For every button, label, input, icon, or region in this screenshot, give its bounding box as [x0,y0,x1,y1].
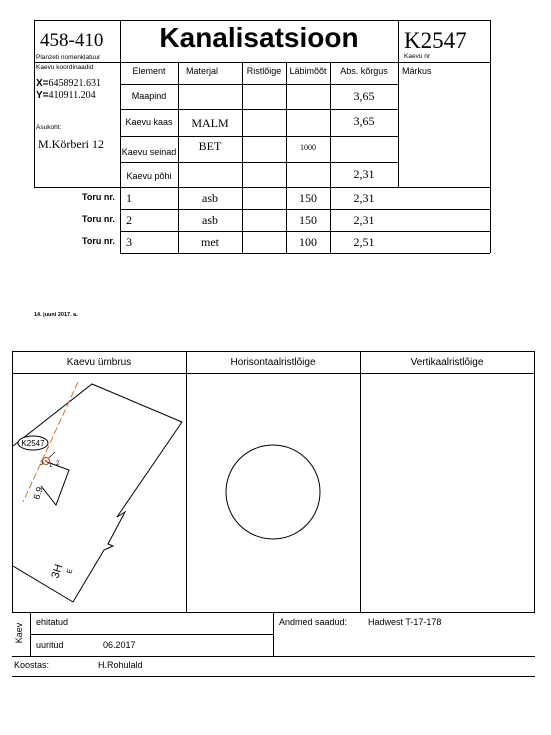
x-coordinate [36,78,101,89]
pipe-abs-height: 2,51 [353,235,375,249]
date-note: 14. juuni 2017. a. [34,312,78,318]
row-diameter: 1000 [300,143,316,152]
sketch-building-label: 3H [49,562,66,580]
col-header-diameter: Läbimõõt [289,66,327,76]
pipe-number: 3 [126,235,132,249]
coords-label: Kaevu koordinaadid [36,64,94,71]
row-element: Maapind [131,91,167,101]
building-protrusion [41,462,69,505]
location-label: Asukoht: [36,124,62,131]
panel-title-horizontal-section: Horisontaalristlõige [230,357,316,368]
col-header-remarks: Märkus [402,66,432,76]
footer-side-label: Kaev [14,622,24,644]
col-header-element: Element [132,66,166,76]
footer-surveyed-value: 06.2017 [103,640,136,650]
row-element: Kaevu seinad [121,147,177,157]
pipe-label: Toru nr. [82,192,115,202]
well-id: K2547 [404,28,467,53]
sheet-label: Planzeti nomenklatuur [36,54,101,61]
row-abs-height: 3,65 [353,114,375,128]
sketch-pipe-number: 1 [49,463,53,469]
location-value: M.Körberi 12 [38,137,104,151]
row-abs-height: 3,65 [353,89,375,103]
horizontal-section-drawing [187,374,360,612]
row-element: Kaevu kaas [125,117,173,127]
sheet-number: 458-410 [40,30,104,51]
pipe-diameter: 150 [299,191,317,205]
x-prefix: X= [36,78,49,89]
site-sketch [13,374,186,612]
col-header-abs-height: Abs. kõrgus [340,66,388,76]
pipe-material: asb [202,191,218,205]
pipe-label: Toru nr. [82,236,115,246]
pipe-number: 2 [126,213,132,227]
pipe-number: 1 [126,191,132,205]
author-label: Koostas: [14,660,50,670]
sketch-building-sublabel: E [66,568,75,575]
well-cross-section-circle [226,445,320,539]
author-value: H.Rohulald [98,660,143,670]
data-source-label: Andmed saadud: [279,617,348,627]
panel-title-surroundings: Kaevu ümbrus [66,357,132,368]
col-header-cross-section: Ristlõige [246,66,282,76]
sketch-pipe-number: 3 [40,461,44,467]
pipe-abs-height: 2,31 [353,191,375,205]
footer-built-label: ehitatud [36,617,69,627]
well-id-label: Kaevu nr [404,53,431,60]
y-value: 410911.204 [48,90,96,101]
panel-title-vertical-section: Vertikaalristlõige [410,357,484,368]
row-abs-height: 2,31 [353,167,375,181]
pipe-diameter: 100 [299,235,317,249]
footer-surveyed-label: uuritud [36,640,64,650]
page-title: Kanalisatsioon [159,22,359,53]
pipe-material: met [201,235,219,249]
data-source-value: Hadwest T-17-178 [368,617,442,627]
row-element: Kaevu põhi [126,171,172,181]
y-prefix: Y= [36,90,49,101]
sketch-well-label: K2547 [21,439,45,448]
y-coordinate [36,90,96,101]
row-material: BET [198,139,222,153]
row-material: MALM [191,116,229,130]
sketch-dimension: 6.9 [31,485,45,501]
pipe-label: Toru nr. [82,214,115,224]
sketch-pipe-number: 2 [56,461,60,467]
x-value: 6458921.631 [48,78,102,89]
pipe-diameter: 150 [299,213,317,227]
col-header-material: Materjal [186,66,219,76]
pipe-abs-height: 2,31 [353,213,375,227]
pipe-material: asb [202,213,218,227]
